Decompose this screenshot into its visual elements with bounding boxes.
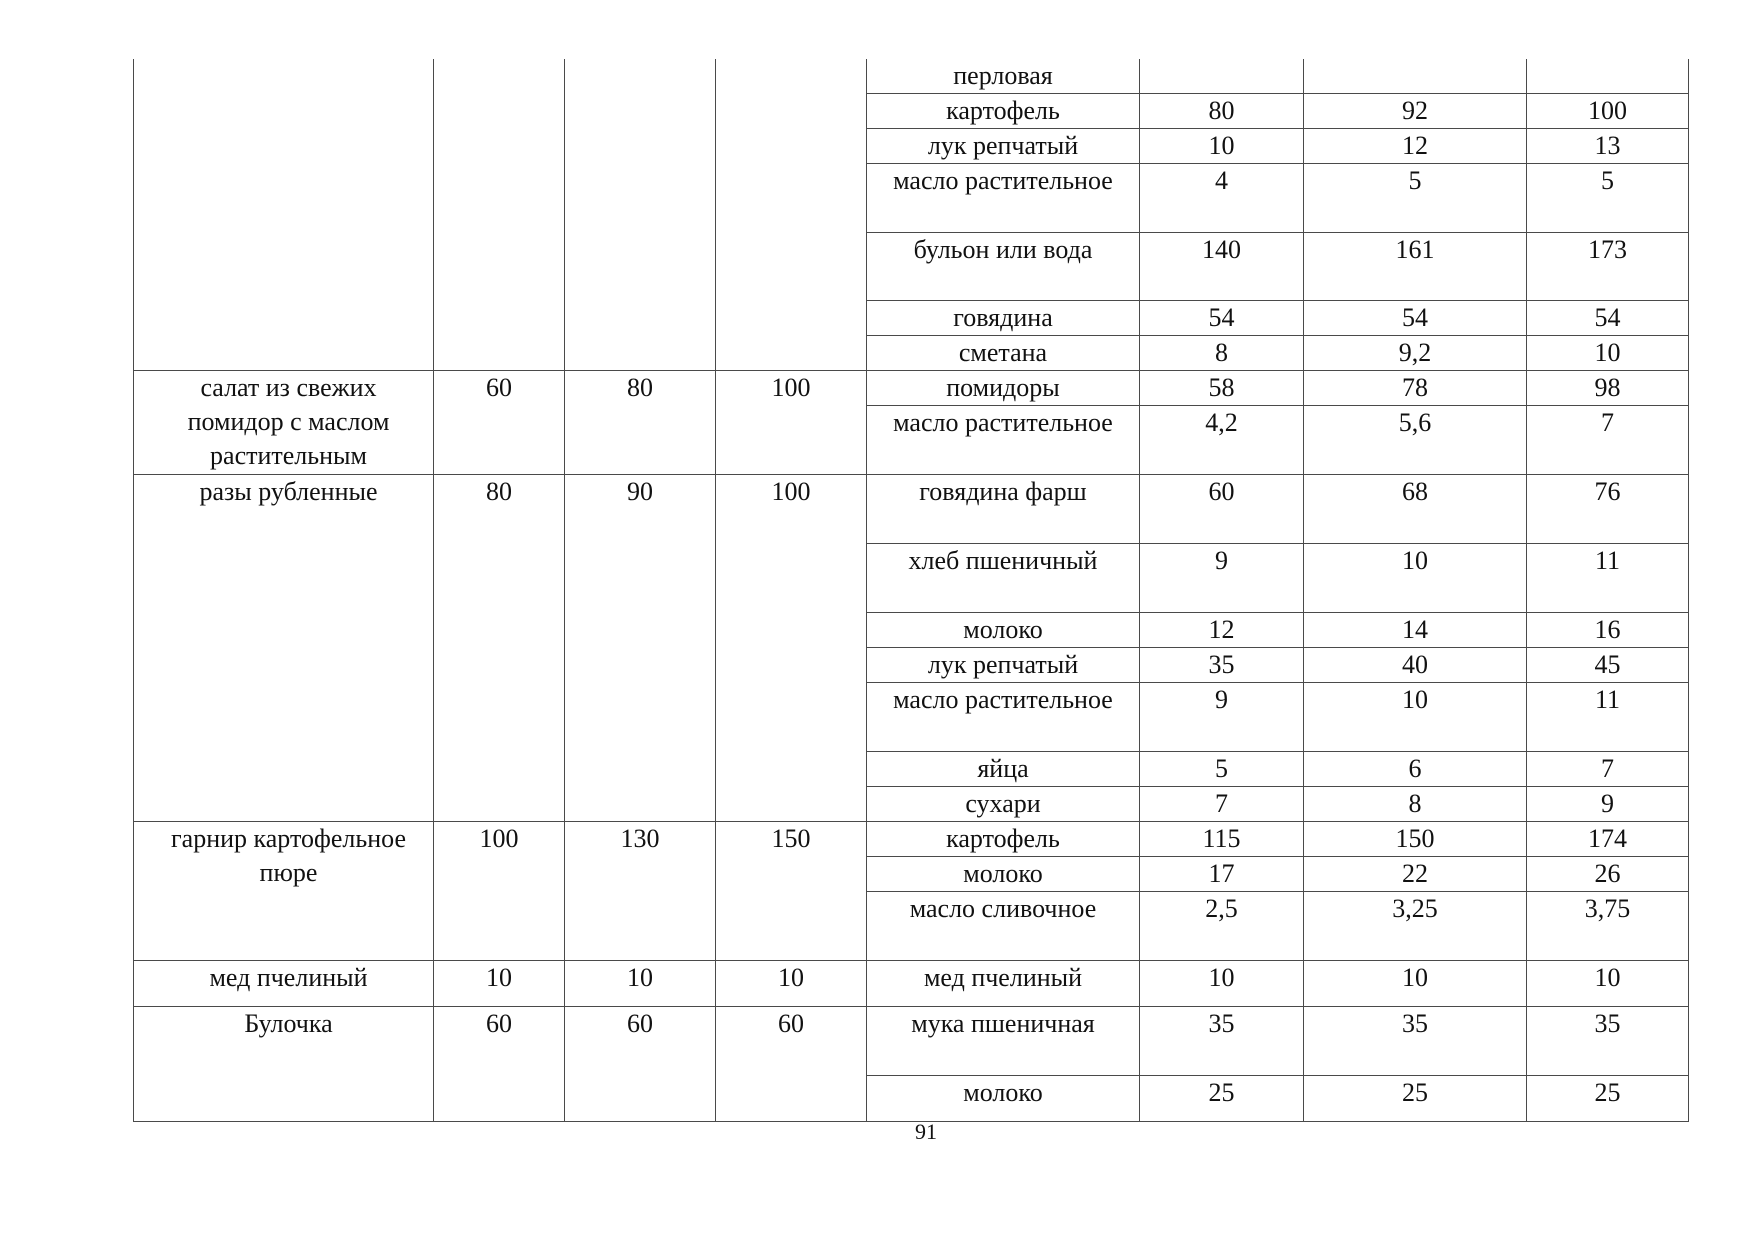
ingredient-name-cell-text: помидоры <box>946 373 1060 402</box>
portion-cell <box>434 1007 565 1122</box>
table-row <box>134 822 1689 857</box>
ingredient-amount-cell <box>1140 59 1304 94</box>
portion-cell <box>434 822 565 961</box>
ingredient-amount-cell-text: 60 <box>1208 477 1235 506</box>
ingredient-amount-cell-text: 115 <box>1202 824 1241 853</box>
ingredient-name-cell-text: масло сливочное <box>909 894 1097 923</box>
portion-cell <box>716 961 867 1007</box>
ingredient-amount-cell <box>1527 233 1689 301</box>
ingredient-amount-cell <box>1527 336 1689 371</box>
ingredient-amount-cell-text: 35 <box>1402 1009 1428 1038</box>
ingredient-amount-cell <box>1304 544 1527 613</box>
portion-cell-text: 100 <box>771 373 811 402</box>
ingredient-amount-cell <box>1304 857 1527 892</box>
ingredient-amount-cell-text: 11 <box>1594 685 1621 714</box>
ingredient-name-cell <box>867 961 1140 1007</box>
ingredient-name-cell <box>867 94 1140 129</box>
ingredient-amount-cell-text: 5 <box>1601 166 1614 195</box>
ingredient-name-cell <box>867 857 1140 892</box>
ingredient-amount-cell-text: 10 <box>1402 963 1428 992</box>
ingredient-amount-cell-text: 9 <box>1215 546 1228 575</box>
ingredient-amount-cell-text: 13 <box>1594 131 1621 160</box>
ingredient-amount-cell-text: 40 <box>1402 650 1428 679</box>
ingredient-amount-cell <box>1140 301 1304 336</box>
ingredient-amount-cell-text: 100 <box>1588 96 1627 125</box>
ingredient-amount-cell <box>1304 787 1527 822</box>
dish-name-cell-text: гарнир картофельное пюре <box>171 824 406 887</box>
ingredient-amount-cell <box>1527 1007 1689 1076</box>
portion-cell <box>565 475 716 822</box>
portion-cell-text: 60 <box>486 1009 512 1038</box>
ingredient-amount-cell <box>1527 475 1689 544</box>
ingredient-amount-cell-text: 8 <box>1408 789 1422 818</box>
ingredient-amount-cell-text: 12 <box>1208 615 1235 644</box>
ingredient-amount-cell-text: 35 <box>1594 1009 1621 1038</box>
portion-cell-text: 80 <box>627 373 653 402</box>
ingredient-amount-cell-text: 98 <box>1594 373 1621 402</box>
ingredient-amount-cell <box>1304 683 1527 752</box>
table-row <box>134 961 1689 1007</box>
ingredient-amount-cell <box>1140 371 1304 406</box>
ingredient-name-cell <box>867 892 1140 961</box>
portion-cell-text: 130 <box>620 824 660 853</box>
ingredient-amount-cell-text: 10 <box>1402 546 1428 575</box>
ingredient-amount-cell-text: 10 <box>1594 338 1621 367</box>
ingredient-amount-cell-text: 5 <box>1408 166 1422 195</box>
ingredient-amount-cell <box>1140 544 1304 613</box>
ingredient-amount-cell <box>1527 961 1689 1007</box>
ingredient-amount-cell-text: 4 <box>1215 166 1228 195</box>
ingredient-amount-cell <box>1527 371 1689 406</box>
ingredient-amount-cell <box>1304 648 1527 683</box>
ingredient-name-cell-text: говядина фарш <box>919 477 1087 506</box>
ingredient-name-cell-text: говядина <box>953 303 1053 332</box>
ingredient-amount-cell <box>1140 683 1304 752</box>
dish-name-cell <box>134 371 434 475</box>
ingredient-amount-cell-text: 5 <box>1215 754 1228 783</box>
portion-cell-text: 100 <box>479 824 519 853</box>
ingredient-amount-cell <box>1527 164 1689 233</box>
ingredient-amount-cell-text: 3,25 <box>1392 894 1438 923</box>
portion-cell-text: 80 <box>486 477 512 506</box>
ingredient-amount-cell <box>1304 822 1527 857</box>
ingredient-amount-cell <box>1527 1076 1689 1122</box>
ingredient-amount-cell <box>1527 59 1689 94</box>
portion-cell <box>434 475 565 822</box>
ingredient-name-cell <box>867 164 1140 233</box>
portion-cell <box>565 822 716 961</box>
ingredient-amount-cell-text: 22 <box>1402 859 1428 888</box>
portion-cell <box>716 822 867 961</box>
ingredient-amount-cell <box>1140 336 1304 371</box>
ingredient-amount-cell <box>1140 1007 1304 1076</box>
ingredient-name-cell <box>867 371 1140 406</box>
ingredient-name-cell-text: масло растительное <box>893 408 1113 437</box>
ingredient-name-cell-text: молоко <box>963 859 1043 888</box>
ingredient-amount-cell-text: 9,2 <box>1398 338 1432 367</box>
ingredient-name-cell <box>867 544 1140 613</box>
dish-name-cell-text: мед пчелиный <box>209 963 368 992</box>
recipe-table <box>133 59 1689 1122</box>
ingredient-amount-cell-text: 76 <box>1594 477 1621 506</box>
ingredient-amount-cell-text: 92 <box>1402 96 1428 125</box>
portion-cell-text: 10 <box>778 963 804 992</box>
ingredient-name-cell <box>867 59 1140 94</box>
ingredient-amount-cell-text: 54 <box>1208 303 1235 332</box>
ingredient-name-cell <box>867 406 1140 475</box>
ingredient-amount-cell-text: 4,2 <box>1205 408 1238 437</box>
ingredient-name-cell-text: мед пчелиный <box>923 963 1083 992</box>
ingredient-amount-cell-text: 9 <box>1601 789 1614 818</box>
ingredient-amount-cell-text: 16 <box>1594 615 1621 644</box>
ingredient-amount-cell-text: 140 <box>1202 235 1241 264</box>
ingredient-amount-cell-text: 35 <box>1208 650 1235 679</box>
ingredient-amount-cell <box>1527 129 1689 164</box>
ingredient-amount-cell <box>1140 129 1304 164</box>
ingredient-amount-cell <box>1140 475 1304 544</box>
ingredient-name-cell-text: перловая <box>953 61 1053 90</box>
ingredient-amount-cell <box>1304 406 1527 475</box>
ingredient-amount-cell <box>1527 301 1689 336</box>
portion-cell <box>716 371 867 475</box>
ingredient-amount-cell <box>1527 857 1689 892</box>
ingredient-name-cell <box>867 1076 1140 1122</box>
ingredient-amount-cell-text: 7 <box>1601 408 1614 437</box>
ingredient-amount-cell <box>1527 683 1689 752</box>
ingredient-amount-cell-text: 25 <box>1402 1078 1428 1107</box>
ingredient-amount-cell <box>1527 544 1689 613</box>
ingredient-amount-cell-text: 14 <box>1402 615 1428 644</box>
ingredient-amount-cell-text: 9 <box>1215 685 1228 714</box>
ingredient-name-cell-text: лук репчатый <box>927 650 1079 679</box>
ingredient-name-cell <box>867 752 1140 787</box>
ingredient-name-cell <box>867 336 1140 371</box>
ingredient-amount-cell-text: 12 <box>1402 131 1428 160</box>
ingredient-name-cell <box>867 648 1140 683</box>
ingredient-amount-cell <box>1527 822 1689 857</box>
ingredient-name-cell-text: молоко <box>963 615 1043 644</box>
dish-name-cell-text: Булочка <box>244 1009 333 1038</box>
portion-cell-text: 60 <box>778 1009 804 1038</box>
portion-cell-text: 90 <box>627 477 653 506</box>
ingredient-name-cell-text: мука пшеничная <box>911 1009 1095 1038</box>
ingredient-amount-cell-text: 7 <box>1601 754 1614 783</box>
ingredient-amount-cell <box>1304 961 1527 1007</box>
ingredient-amount-cell <box>1527 892 1689 961</box>
ingredient-name-cell <box>867 475 1140 544</box>
portion-cell-text: 100 <box>771 477 811 506</box>
ingredient-amount-cell-text: 150 <box>1395 824 1435 853</box>
ingredient-amount-cell <box>1304 613 1527 648</box>
ingredient-name-cell <box>867 1007 1140 1076</box>
ingredient-amount-cell-text: 35 <box>1208 1009 1235 1038</box>
ingredient-amount-cell-text: 10 <box>1594 963 1621 992</box>
ingredient-amount-cell-text: 58 <box>1208 373 1235 402</box>
ingredient-amount-cell-text: 8 <box>1215 338 1228 367</box>
portion-cell <box>565 1007 716 1122</box>
ingredient-name-cell <box>867 301 1140 336</box>
dish-name-cell <box>134 1007 434 1122</box>
dish-name-cell <box>134 822 434 961</box>
dish-name-cell-text: салат из свежих помидор с маслом растительным <box>187 373 390 470</box>
ingredient-amount-cell <box>1304 371 1527 406</box>
ingredient-amount-cell <box>1140 1076 1304 1122</box>
ingredient-amount-cell-text: 161 <box>1395 235 1435 264</box>
ingredient-amount-cell <box>1527 787 1689 822</box>
ingredient-amount-cell <box>1140 94 1304 129</box>
ingredient-amount-cell <box>1527 752 1689 787</box>
portion-cell <box>434 371 565 475</box>
ingredient-amount-cell <box>1304 59 1527 94</box>
ingredient-amount-cell-text: 54 <box>1402 303 1428 332</box>
ingredient-name-cell <box>867 683 1140 752</box>
portion-cell-text: 60 <box>627 1009 653 1038</box>
ingredient-amount-cell <box>1304 336 1527 371</box>
ingredient-amount-cell-text: 6 <box>1408 754 1422 783</box>
ingredient-amount-cell-text: 68 <box>1402 477 1428 506</box>
ingredient-amount-cell <box>1140 857 1304 892</box>
ingredient-name-cell-text: бульон или вода <box>913 235 1093 264</box>
portion-cell-text: 10 <box>627 963 653 992</box>
ingredient-amount-cell <box>1304 301 1527 336</box>
ingredient-amount-cell <box>1527 94 1689 129</box>
dish-name-cell-text: разы рубленные <box>199 477 378 506</box>
ingredient-amount-cell <box>1140 233 1304 301</box>
page-number: 91 <box>915 1119 937 1144</box>
ingredient-amount-cell-text: 78 <box>1402 373 1428 402</box>
ingredient-amount-cell-text: 25 <box>1208 1078 1235 1107</box>
ingredient-name-cell-text: молоко <box>963 1078 1043 1107</box>
ingredient-name-cell <box>867 613 1140 648</box>
ingredient-amount-cell-text: 174 <box>1588 824 1627 853</box>
ingredient-name-cell-text: картофель <box>946 824 1060 853</box>
ingredient-amount-cell <box>1304 475 1527 544</box>
ingredient-amount-cell-text: 7 <box>1215 789 1228 818</box>
ingredient-name-cell <box>867 233 1140 301</box>
ingredient-amount-cell <box>1304 752 1527 787</box>
ingredient-amount-cell-text: 10 <box>1208 963 1235 992</box>
ingredient-name-cell-text: лук репчатый <box>927 131 1079 160</box>
ingredient-amount-cell-text: 26 <box>1594 859 1621 888</box>
table-row <box>134 475 1689 544</box>
ingredient-amount-cell-text: 10 <box>1208 131 1235 160</box>
portion-cell-text: 10 <box>486 963 512 992</box>
portion-cell <box>434 961 565 1007</box>
ingredient-amount-cell <box>1304 164 1527 233</box>
ingredient-amount-cell <box>1304 129 1527 164</box>
dish-name-cell <box>134 961 434 1007</box>
ingredient-amount-cell <box>1140 787 1304 822</box>
ingredient-amount-cell <box>1140 752 1304 787</box>
ingredient-name-cell-text: картофель <box>946 96 1060 125</box>
ingredient-amount-cell <box>1140 648 1304 683</box>
ingredient-amount-cell <box>1140 822 1304 857</box>
ingredient-amount-cell-text: 173 <box>1588 235 1627 264</box>
ingredient-amount-cell <box>1304 233 1527 301</box>
ingredient-amount-cell-text: 25 <box>1594 1078 1621 1107</box>
ingredient-amount-cell-text: 10 <box>1402 685 1428 714</box>
ingredient-amount-cell <box>1304 892 1527 961</box>
dish-name-cell <box>134 59 434 371</box>
ingredient-name-cell-text: хлеб пшеничный <box>908 546 1098 575</box>
ingredient-amount-cell <box>1140 164 1304 233</box>
ingredient-amount-cell <box>1140 892 1304 961</box>
ingredient-amount-cell <box>1304 1007 1527 1076</box>
ingredient-amount-cell <box>1527 648 1689 683</box>
table-row <box>134 1007 1689 1076</box>
ingredient-amount-cell <box>1527 613 1689 648</box>
portion-cell <box>716 475 867 822</box>
ingredient-amount-cell <box>1140 961 1304 1007</box>
ingredient-name-cell-text: сметана <box>958 338 1048 367</box>
ingredient-amount-cell <box>1304 1076 1527 1122</box>
ingredient-name-cell <box>867 129 1140 164</box>
table-row <box>134 59 1689 94</box>
portion-cell <box>716 59 867 371</box>
portion-cell-text: 150 <box>771 824 811 853</box>
dish-name-cell <box>134 475 434 822</box>
ingredient-name-cell <box>867 787 1140 822</box>
ingredient-amount-cell <box>1140 406 1304 475</box>
ingredient-name-cell <box>867 822 1140 857</box>
ingredient-amount-cell-text: 54 <box>1594 303 1621 332</box>
portion-cell <box>565 961 716 1007</box>
ingredient-amount-cell <box>1527 406 1689 475</box>
ingredient-name-cell-text: яйца <box>977 754 1029 783</box>
ingredient-amount-cell-text: 11 <box>1594 546 1621 575</box>
portion-cell <box>716 1007 867 1122</box>
ingredient-amount-cell-text: 2,5 <box>1205 894 1238 923</box>
ingredient-name-cell-text: масло растительное <box>893 685 1113 714</box>
ingredient-name-cell-text: масло растительное <box>893 166 1113 195</box>
ingredient-amount-cell <box>1140 613 1304 648</box>
ingredient-amount-cell-text: 5,6 <box>1398 408 1432 437</box>
portion-cell-text: 60 <box>486 373 512 402</box>
ingredient-amount-cell <box>1304 94 1527 129</box>
ingredient-amount-cell-text: 80 <box>1208 96 1235 125</box>
portion-cell <box>565 371 716 475</box>
ingredient-name-cell-text: сухари <box>965 789 1041 818</box>
portion-cell <box>565 59 716 371</box>
portion-cell <box>434 59 565 371</box>
ingredient-amount-cell-text: 17 <box>1208 859 1235 888</box>
table-row <box>134 371 1689 406</box>
ingredient-amount-cell-text: 45 <box>1594 650 1621 679</box>
ingredient-amount-cell-text: 3,75 <box>1584 894 1631 923</box>
